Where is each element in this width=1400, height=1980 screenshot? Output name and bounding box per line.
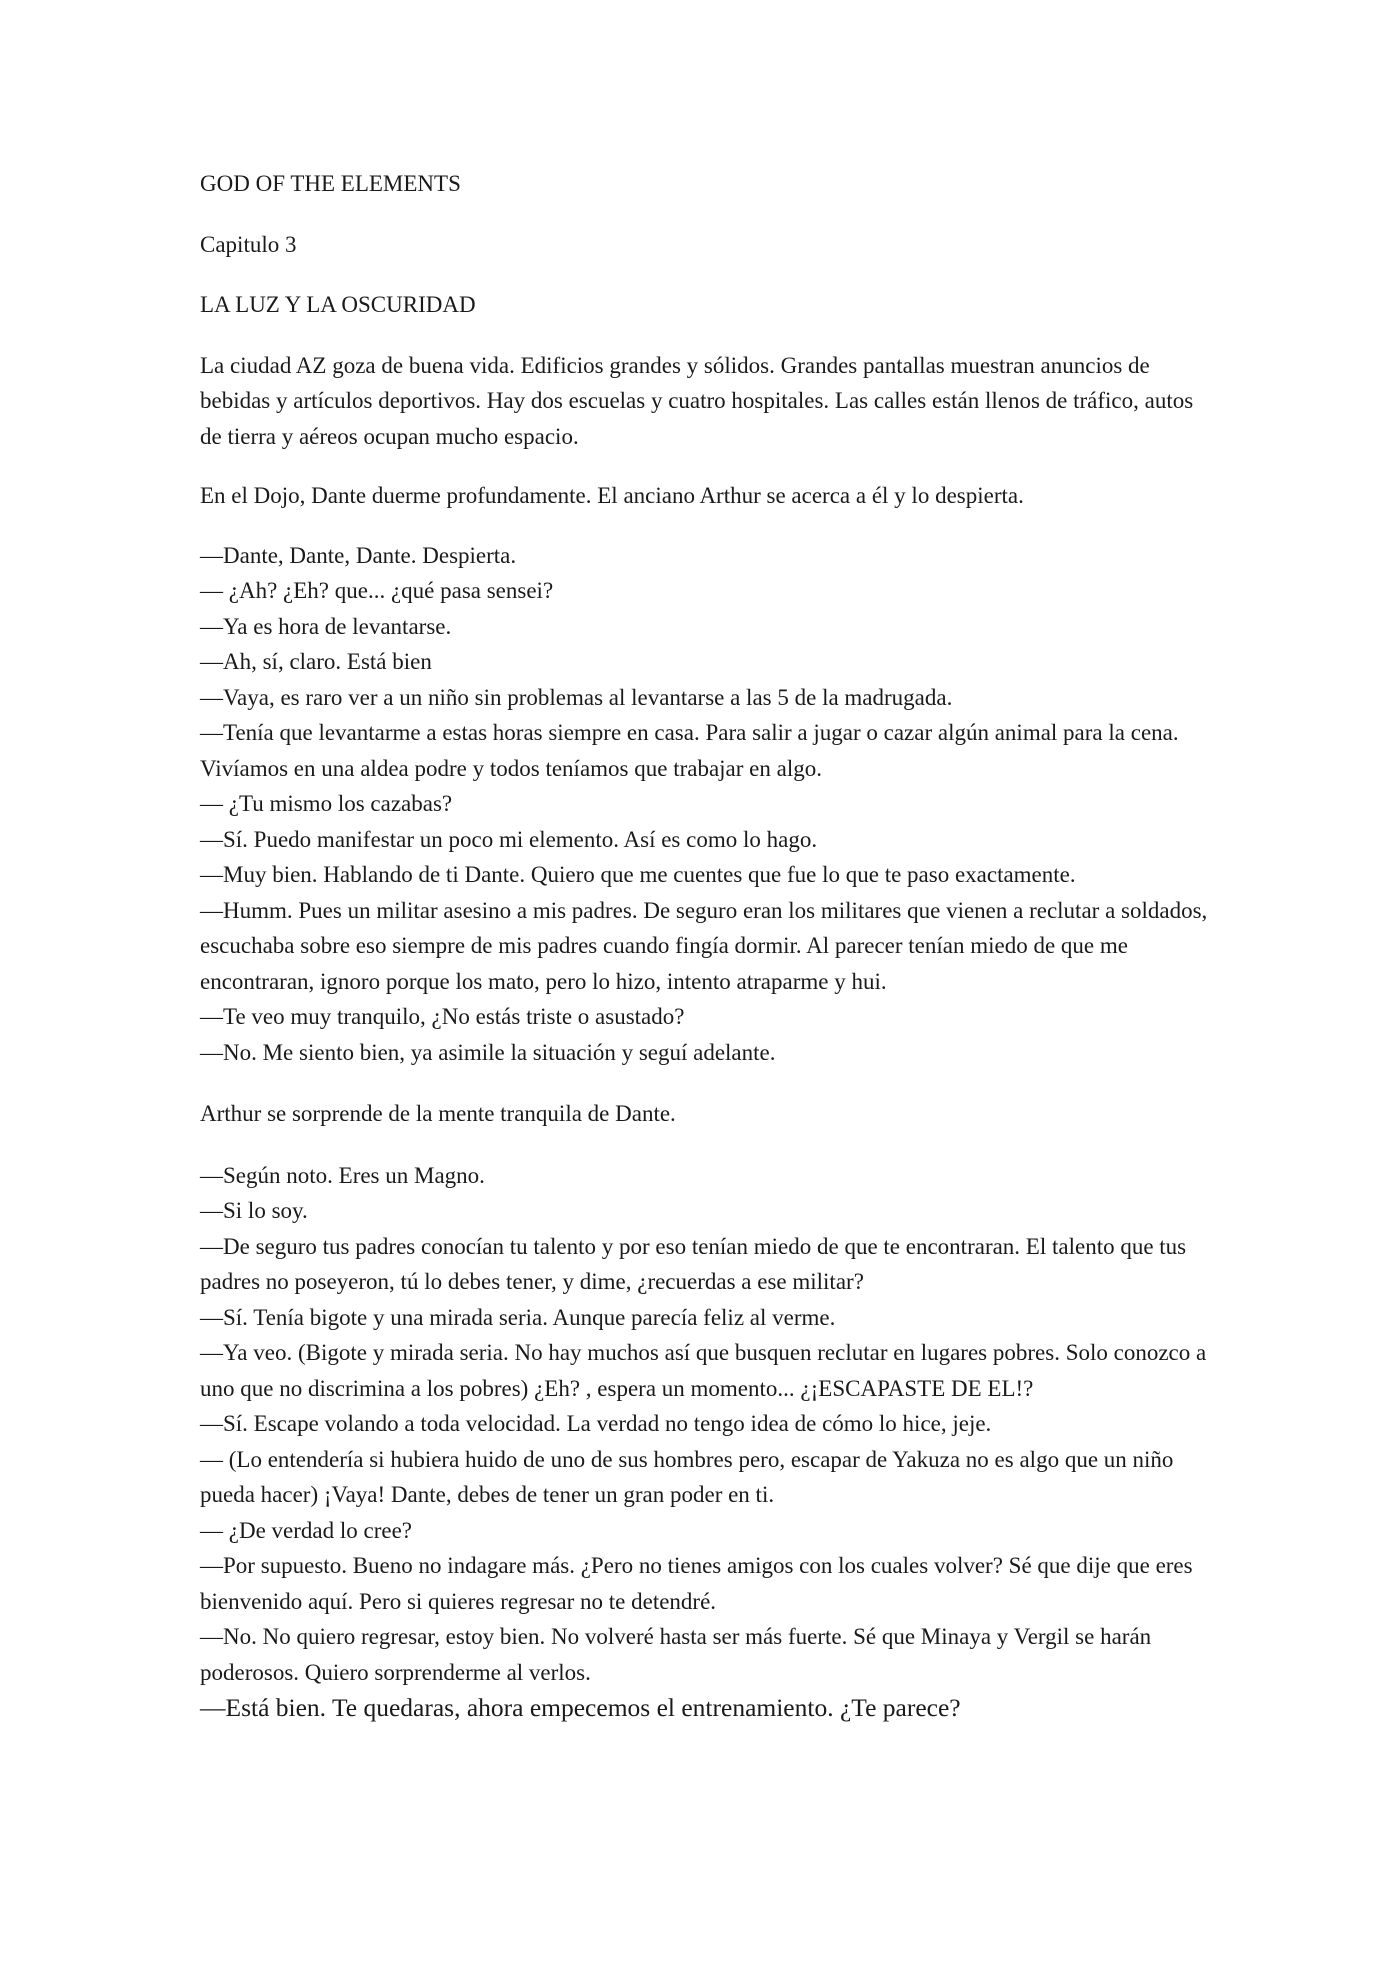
dialogue-line: —Sí. Tenía bigote y una mirada seria. Aunque parecía feliz al verme. [200, 1304, 836, 1330]
dialogue-line: — ¿Tu mismo los cazabas? [200, 791, 453, 816]
dialogue-line: —Está bien. Te quedaras, ahora empecemos el entrenamiento. ¿Te parece? [200, 1693, 961, 1722]
dialogue-line: —Dante, Dante, Dante. Despierta. [200, 542, 517, 568]
dialogue-line: — (Lo entendería si hubiera huido de uno de sus hombres pero, escapar de Yakuza no es algo que un niño pueda hacer) ¡Vaya! Dante, debes de tener un gran poder en ti. [200, 1446, 1174, 1507]
chapter-title: LA LUZ Y LA OSCURIDAD [200, 292, 476, 317]
dialogue-line: —No. No quiero regresar, estoy bien. No volveré hasta ser más fuerte. Sé que Minaya y Vergil se harán poderosos. Quiero sorprenderme al verlos. [200, 1624, 1152, 1685]
dialogue-line: —Sí. Escape volando a toda velocidad. La verdad no tengo idea de cómo lo hice, jeje. [200, 1411, 992, 1436]
document-body [200, 166, 1220, 1726]
dialogue-line: —Humm. Pues un militar asesino a mis padres. De seguro eran los militares que vienen a reclutar a soldados, escuchaba sobre eso siempre de mis padres cuando fingía dormir. Al parecer tenían miedo de que me encontraran, ignoro porque los mato, pero lo hizo, intento atraparme y hui. [200, 897, 1208, 994]
dialogue-line: — ¿De verdad lo cree? [200, 1517, 412, 1543]
document-title: GOD OF THE ELEMENTS [200, 171, 461, 196]
dialogue-line: —Si lo soy. [200, 1198, 308, 1223]
dialogue-line: —Ya veo. (Bigote y mirada seria. No hay muchos así que busquen reclutar en lugares pobres. Solo conozco a uno que no discrimina a los pobres) ¿Eh? , espera un momento... ¿¡ESCAPASTE DE EL!? [200, 1340, 1207, 1401]
dialogue-line: —Ya es hora de levantarse. [200, 613, 452, 639]
narrative-paragraph: En el Dojo, Dante duerme profundamente. El anciano Arthur se acerca a él y lo despierta. [200, 483, 1024, 508]
dialogue-line: —Tenía que levantarme a estas horas siempre en casa. Para salir a jugar o cazar algún animal para la cena. Vivíamos en una aldea podre y todos teníamos que trabajar en algo. [200, 720, 1179, 781]
dialogue-line: —Ah, sí, claro. Está bien [200, 649, 432, 674]
narrative-paragraph: La ciudad AZ goza de buena vida. Edificios grandes y sólidos. Grandes pantallas muestran anuncios de bebidas y artículos deportivos. Hay dos escuelas y cuatro hospitales. Las calles están llenos de tráfico, autos de tierra y aéreos ocupan mucho espacio. [200, 352, 1194, 449]
dialogue-line: —Por supuesto. Bueno no indagare más. ¿Pero no tienes amigos con los cuales volver? Sé que dije que eres bienvenido aquí. Pero si quieres regresar no te detendré. [200, 1553, 1193, 1614]
dialogue-line: —Muy bien. Hablando de ti Dante. Quiero que me cuentes que fue lo que te paso exactamente. [200, 862, 1076, 887]
dialogue-line: —Según noto. Eres un Magno. [200, 1162, 485, 1188]
dialogue-line: — ¿Ah? ¿Eh? que... ¿qué pasa sensei? [200, 578, 554, 603]
dialogue-line: —Vaya, es raro ver a un niño sin problemas al levantarse a las 5 de la madrugada. [200, 684, 953, 710]
dialogue-block [200, 1158, 1220, 1726]
dialogue-line: —Te veo muy tranquilo, ¿No estás triste o asustado? [200, 1004, 685, 1029]
dialogue-line: —De seguro tus padres conocían tu talento y por eso tenían miedo de que te encontraran. El talento que tus padres no poseyeron, tú lo debes tener, y dime, ¿recuerdas a ese militar? [200, 1233, 1187, 1294]
dialogue-line: —No. Me siento bien, ya asimile la situación y seguí adelante. [200, 1039, 776, 1065]
chapter-number: Capitulo 3 [200, 231, 297, 257]
narrative-paragraph: Arthur se sorprende de la mente tranquila de Dante. [200, 1101, 676, 1126]
dialogue-line: —Sí. Puedo manifestar un poco mi elemento. Así es como lo hago. [200, 826, 818, 852]
dialogue-block [200, 538, 1220, 1071]
